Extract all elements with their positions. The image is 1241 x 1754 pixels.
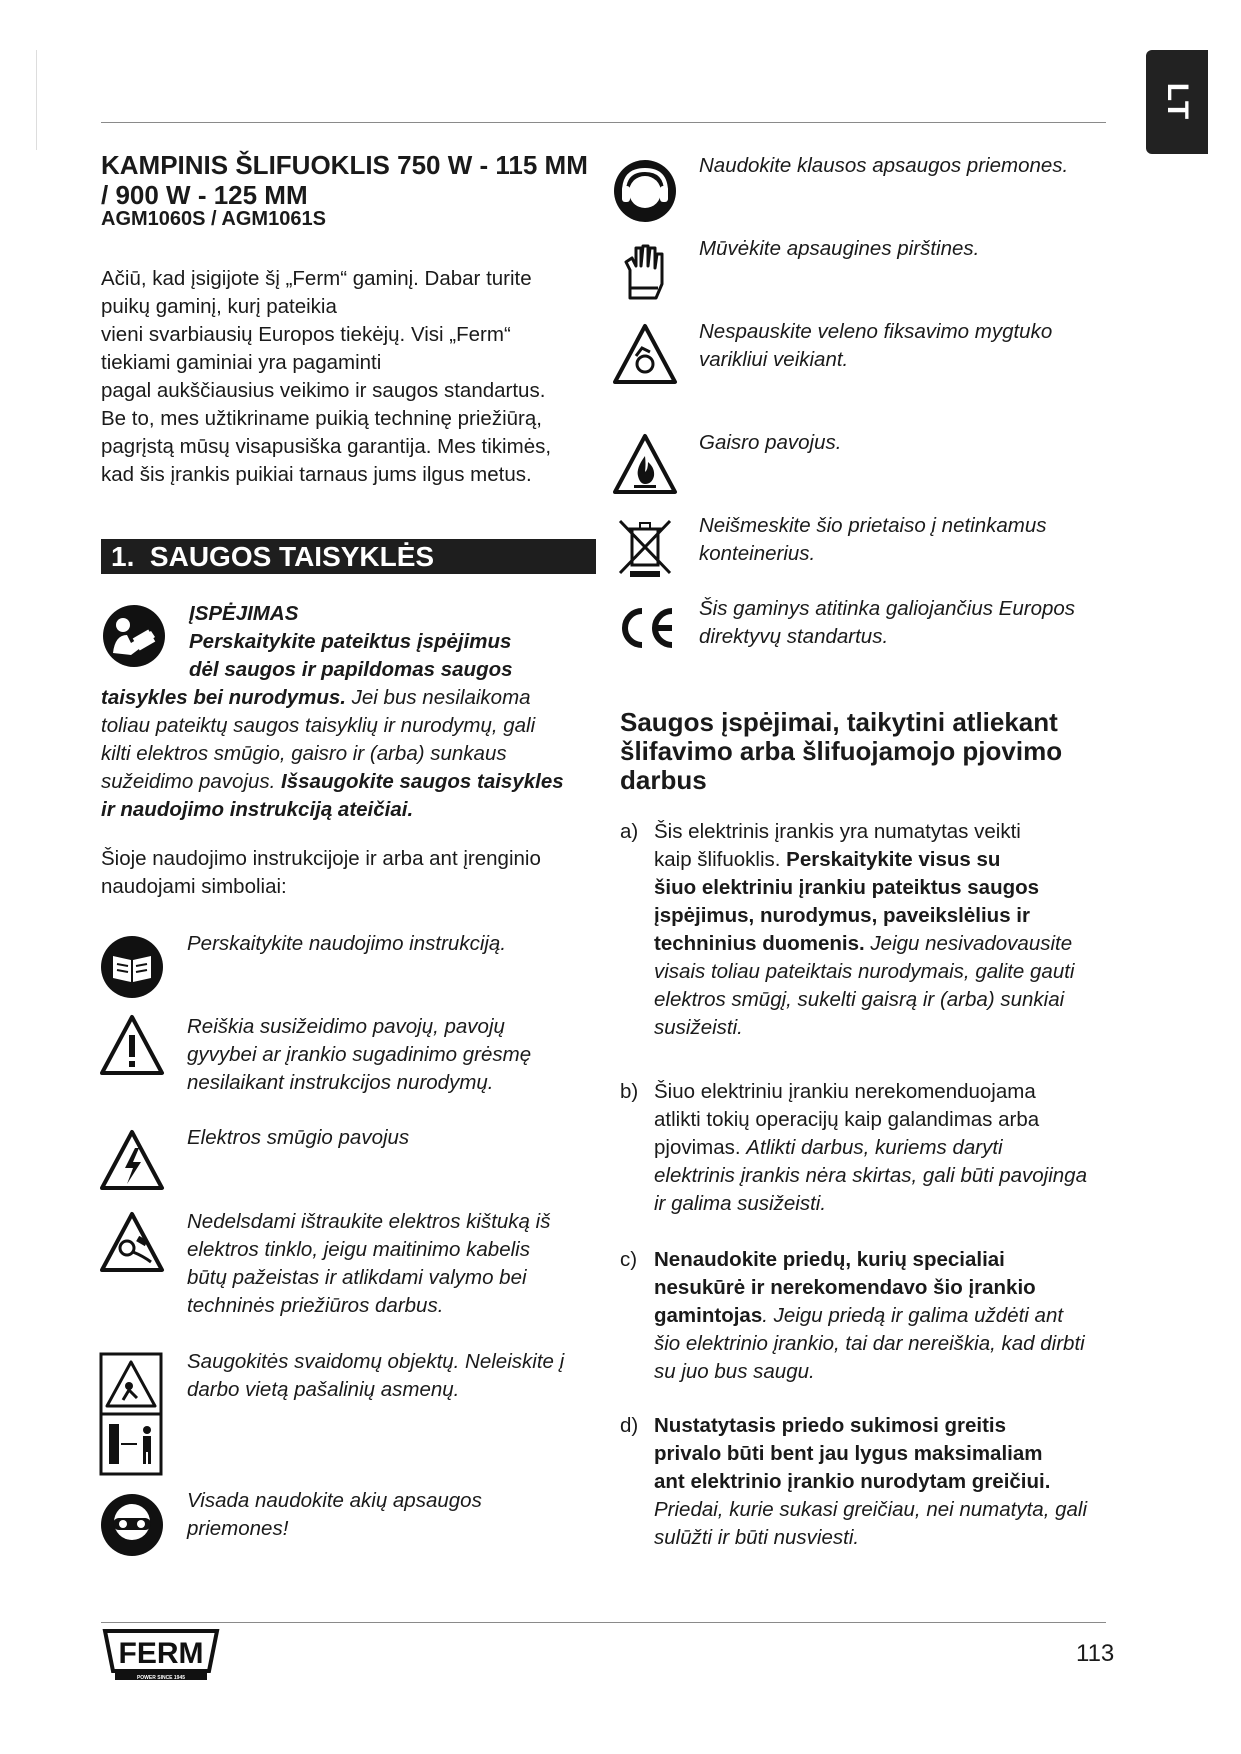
symbol-text: [699, 152, 1119, 180]
symbol-line: konteinerius.: [699, 542, 816, 565]
heading-line: darbus: [620, 765, 707, 795]
subsection-heading: [620, 708, 1120, 795]
intro-line: vieni svarbiausių Europos tiekėjų. Visi „Ferm“: [101, 323, 511, 346]
heading-line: šlifavimo arba šlifuojamojo pjovimo: [620, 736, 1063, 766]
list-letter: a): [620, 820, 639, 843]
item-line: Nenaudokite priedų, kurių specialiai: [654, 1248, 1005, 1271]
list-letter: b): [620, 1080, 639, 1103]
warning-line: Perskaitykite pateiktus įspėjimus: [189, 630, 512, 653]
logo-subtitle: POWER SINCE 1945: [136, 1675, 186, 1681]
symbol-text: [187, 930, 607, 958]
item-line: ant elektrinio įrankio nurodytam greičiui.: [654, 1470, 1051, 1493]
list-item: [620, 1078, 1125, 1218]
symbol-line: Saugokitės svaidomų objektų. Neleiskite į: [187, 1350, 565, 1373]
symbol-line: priemones!: [187, 1517, 289, 1540]
item-line: atlikti tokių operacijų kaip galandimas arba: [654, 1108, 1040, 1131]
symbol-text: [187, 1124, 607, 1152]
item-line: elektros smūgį, sukelti gaisrą ir (arba) sunkiai: [654, 988, 1065, 1011]
warning-bold: Išsaugokite saugos taisykles: [281, 770, 564, 793]
list-letter: c): [620, 1248, 638, 1271]
ce-mark-icon: [612, 595, 678, 661]
warning-line: [101, 768, 601, 796]
unplug-icon: [99, 1210, 165, 1276]
intro-line: tiekiami gaminiai yra pagaminti: [101, 351, 382, 374]
symbol-line: Visada naudokite akių apsaugos: [187, 1489, 482, 1512]
symbol-text: [187, 1013, 607, 1097]
item-line: Priedai, kurie sukasi greičiau, nei numatyta, gali: [654, 1498, 1087, 1521]
symbol-text: [699, 429, 1119, 457]
weee-bin-icon: [612, 515, 678, 581]
fire-hazard-icon: [612, 432, 678, 498]
logo-text: FERM: [118, 1637, 204, 1670]
warning-line: dėl saugos ir papildomas saugos: [189, 658, 513, 681]
list-item: [620, 818, 1125, 1042]
intro-line: pagrįstą mūsų visapusiška garantija. Mes tikimės,: [101, 435, 552, 458]
footer-rule: [101, 1622, 1106, 1623]
item-italic: Atlikti darbus, kuriems daryti: [746, 1136, 1003, 1159]
item-line: [654, 1134, 1125, 1162]
item-bold: Perskaitykite visus su: [786, 848, 1001, 871]
warning-triangle-icon: [99, 1013, 165, 1079]
symbol-line: Gaisro pavojus.: [699, 431, 842, 454]
item-italic: Jeigu nesivadovausite: [864, 932, 1073, 955]
symbol-line: darbo vietą pašalinių asmenų.: [187, 1378, 460, 1401]
warning-block: [101, 600, 601, 824]
item-line: įspėjimus, nurodymus, paveikslėlius ir: [654, 904, 1030, 927]
item-line: privalo būti bent jau lygus maksimaliam: [654, 1442, 1043, 1465]
spindle-lock-icon: [612, 322, 678, 388]
symbol-line: Reiškia susižeidimo pavojų, pavojų: [187, 1015, 505, 1038]
symbol-text: [699, 235, 1119, 263]
warning-heading: ĮSPĖJIMAS: [189, 602, 299, 625]
symbol-line: Mūvėkite apsaugines pirštines.: [699, 237, 980, 260]
section-title: SAUGOS TAISYKLĖS: [149, 541, 435, 572]
warning-text: sužeidimo pavojus.: [101, 770, 282, 793]
item-line: susižeisti.: [654, 1016, 743, 1039]
item-bold: techninius duomenis.: [654, 932, 865, 955]
intro-line: pagal aukščiausius veikimo ir saugos standartus.: [101, 379, 546, 402]
language-tab-label: LT: [1161, 82, 1194, 122]
section-heading: [101, 539, 596, 574]
gloves-icon: [612, 240, 678, 306]
symbol-line: Perskaitykite naudojimo instrukciją.: [187, 932, 507, 955]
symbol-line: direktyvų standartus.: [699, 625, 889, 648]
heading-line: Saugos įspėjimai, taikytini atliekant: [620, 707, 1058, 737]
symbols-intro: [101, 845, 601, 901]
section-number: 1.: [111, 541, 135, 572]
item-line: visais toliau pateiktais nurodymais, galite gauti: [654, 960, 1075, 983]
item-line: [654, 1302, 1125, 1330]
intro-line: Be to, mes užtikriname puikią techninę priežiūrą,: [101, 407, 542, 430]
symbol-line: Nedelsdami ištraukite elektros kištuką iš: [187, 1210, 551, 1233]
item-line: sulūžti ir būti nusviesti.: [654, 1526, 860, 1549]
symbol-line: gyvybei ar įrankio sugadinimo grėsmę: [187, 1043, 532, 1066]
symbol-text: [187, 1487, 607, 1543]
item-line: [654, 846, 1125, 874]
symbols-intro-line: naudojami simboliai:: [101, 875, 287, 898]
symbol-text: [699, 512, 1119, 568]
symbol-line: Naudokite klausos apsaugos priemones.: [699, 154, 1069, 177]
intro-line: kad šis įrankis puikiai tarnaus jums ilgus metus.: [101, 463, 532, 486]
electric-shock-icon: [99, 1128, 165, 1194]
item-bold: gamintojas: [654, 1304, 763, 1327]
symbol-line: nesilaikant instrukcijos nurodymų.: [187, 1071, 494, 1094]
symbol-line: techninės priežiūros darbus.: [187, 1294, 444, 1317]
item-line: su juo bus saugu.: [654, 1360, 815, 1383]
item-line: elektrinis įrankis nėra skirtas, gali būti pavojinga: [654, 1164, 1087, 1187]
left-margin-line: [36, 50, 37, 150]
list-letter: d): [620, 1414, 639, 1437]
symbol-text: [699, 595, 1119, 651]
ferm-logo: [101, 1627, 221, 1682]
language-tab[interactable]: [1146, 50, 1208, 154]
symbol-text: [187, 1208, 607, 1320]
symbol-line: Nespauskite veleno fiksavimo mygtuko: [699, 320, 1053, 343]
symbol-line: Neišmeskite šio prietaiso į netinkamus: [699, 514, 1047, 537]
model-number: AGM1060S / AGM1061S: [101, 208, 326, 230]
item-line: Šiuo elektriniu įrankiu nerekomenduojama: [654, 1080, 1036, 1103]
warning-line: kilti elektros smūgio, gaisro ir (arba) sunkaus: [101, 742, 507, 765]
symbols-intro-line: Šioje naudojimo instrukcijoje ir arba ant įrenginio: [101, 847, 541, 870]
item-line: Nustatytasis priedo sukimosi greitis: [654, 1414, 1007, 1437]
flying-objects-icon: [99, 1352, 163, 1476]
warning-line: ir naudojimo instrukciją ateičiai.: [101, 798, 414, 821]
symbol-line: Šis gaminys atitinka galiojančius Europos: [699, 597, 1076, 620]
intro-line: puikų gaminį, kurį pateikia: [101, 295, 337, 318]
item-line: [654, 930, 1125, 958]
item-line: šio elektrinio įrankio, tai dar nereiškia, kad dirbti: [654, 1332, 1085, 1355]
item-text: pjovimas.: [654, 1136, 747, 1159]
warning-line: toliau pateiktų saugos taisyklių ir nurodymų, gali: [101, 714, 536, 737]
warning-line: [101, 684, 601, 712]
list-item: [620, 1246, 1125, 1386]
read-manual-icon: [99, 934, 165, 1000]
warning-text: Jei bus nesilaikoma: [345, 686, 531, 709]
intro-paragraph: [101, 265, 601, 489]
symbol-line: elektros tinklo, jeigu maitinimo kabelis: [187, 1238, 530, 1261]
item-line: Šis elektrinis įrankis yra numatytas veikti: [654, 820, 1021, 843]
item-line: nesukūrė ir nerekomendavo šio įrankio: [654, 1276, 1036, 1299]
symbol-line: varikliui veikiant.: [699, 348, 849, 371]
symbol-text: [187, 1348, 607, 1404]
symbol-line: būtų pažeistas ir atlikdami valymo bei: [187, 1266, 527, 1289]
list-item: [620, 1412, 1125, 1552]
intro-line: Ačiū, kad įsigijote šį „Ferm“ gaminį. Dabar turite: [101, 267, 532, 290]
ear-protection-icon: [612, 158, 678, 224]
item-line: šiuo elektriniu įrankiu pateiktus saugos: [654, 876, 1040, 899]
item-text: kaip šlifuoklis.: [654, 848, 787, 871]
warning-bold: taisykles bei nurodymus.: [101, 686, 346, 709]
symbol-line: Elektros smūgio pavojus: [187, 1126, 410, 1149]
eye-protection-icon: [99, 1492, 165, 1558]
symbol-text: [699, 318, 1119, 374]
item-line: ir galima susižeisti.: [654, 1192, 827, 1215]
item-italic: . Jeigu priedą ir galima uždėti ant: [762, 1304, 1064, 1327]
top-rule: [101, 122, 1106, 123]
page-number: 113: [1076, 1640, 1115, 1667]
page-title: KAMPINIS ŠLIFUOKLIS 750 W - 115 MM / 900 W - 125 MM: [101, 150, 588, 210]
